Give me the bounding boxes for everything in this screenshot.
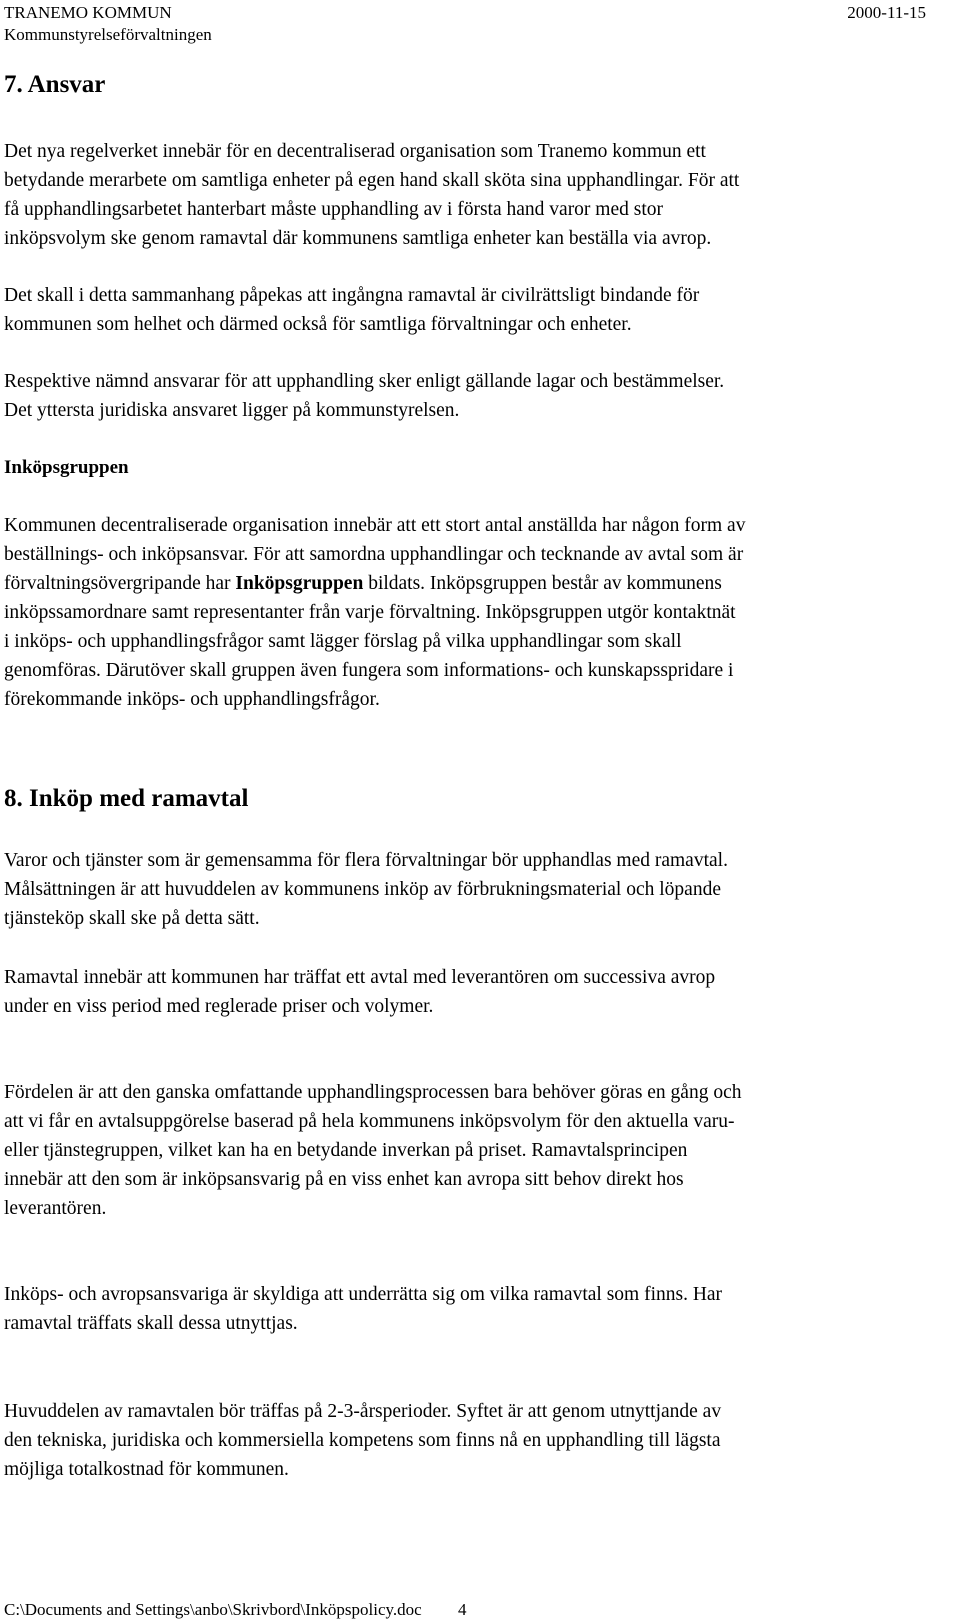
header-date: 2000-11-15 (847, 3, 926, 22)
text-line: att vi får en avtalsuppgörelse baserad på hela kommunens inköpsvolym för den aktuella varu- (4, 1111, 735, 1132)
section-7-paragraph-3 (4, 367, 934, 425)
section-8-paragraph-5 (4, 1397, 934, 1484)
text-line: tjänsteköp skall ske på detta sätt. (4, 908, 260, 929)
section-8-paragraph-4 (4, 1280, 934, 1338)
text-line: ramavtal träffats skall dessa utnyttjas. (4, 1313, 298, 1334)
text-line: Det nya regelverket innebär för en decentraliserad organisation som Tranemo kommun ett (4, 141, 706, 162)
text-line: eller tjänstegruppen, vilket kan ha en betydande inverkan på priset. Ramavtalsprincipen (4, 1140, 688, 1161)
page-number: 4 (458, 1600, 467, 1619)
text-line: i inköps- och upphandlingsfrågor samt lägger förslag på vilka upphandlingar som skall (4, 631, 682, 652)
text-line: Huvuddelen av ramavtalen bör träffas på 2-3-årsperioder. Syftet är att genom utnyttjande av (4, 1401, 722, 1422)
text-line (4, 569, 934, 598)
inkopsgruppen-heading: Inköpsgruppen (4, 457, 129, 478)
section-7-paragraph-2 (4, 281, 934, 339)
bold-term: Inköpsgruppen (235, 573, 364, 594)
text-line: Det skall i detta sammanhang påpekas att ingångna ramavtal är civilrättsligt bindande för (4, 285, 700, 306)
section-8-paragraph-2 (4, 963, 934, 1021)
text-line: få upphandlingsarbetet hanterbart måste upphandling av i första hand varor med stor (4, 199, 664, 220)
text-line: leverantören. (4, 1198, 107, 1219)
text-line: inköpsvolym ske genom ramavtal där kommunens samtliga enheter kan beställa via avrop. (4, 228, 712, 249)
text-line: innebär att den som är inköpsansvarig på en viss enhet kan avropa sitt behov direkt hos (4, 1169, 684, 1190)
text-line: möjliga totalkostnad för kommunen. (4, 1459, 289, 1480)
text-line: Det yttersta juridiska ansvaret ligger på kommunstyrelsen. (4, 400, 460, 421)
section-8-paragraph-1 (4, 846, 934, 933)
header-dept: Kommunstyrelseförvaltningen (4, 25, 212, 44)
text-fragment: bildats. Inköpsgruppen består av kommunens (363, 573, 722, 594)
section-8-paragraph-3 (4, 1078, 934, 1223)
header-org: TRANEMO KOMMUN (4, 3, 172, 22)
footer (4, 1599, 604, 1620)
inkopsgruppen-paragraph (4, 511, 934, 714)
text-line: Inköps- och avropsansvariga är skyldiga att underrätta sig om vilka ramavtal som finns. Har (4, 1284, 723, 1305)
footer-file-path: C:\Documents and Settings\anbo\Skrivbord\Inköpspolicy.doc (4, 1600, 422, 1619)
text-line: Målsättningen är att huvuddelen av kommunens inköp av förbrukningsmaterial och löpande (4, 879, 721, 900)
text-line: betydande merarbete om samtliga enheter på egen hand skall sköta sina upphandlingar. För att (4, 170, 740, 191)
text-line: inköpssamordnare samt representanter från varje förvaltning. Inköpsgruppen utgör kontaktnät (4, 602, 736, 623)
text-line: Fördelen är att den ganska omfattande upphandlingsprocessen bara behöver göras en gång och (4, 1082, 742, 1103)
text-line: under en viss period med reglerade priser och volymer. (4, 996, 434, 1017)
text-line: Respektive nämnd ansvarar för att upphandling sker enligt gällande lagar och bestämmelser. (4, 371, 725, 392)
text-line: Kommunen decentraliserade organisation innebär att ett stort antal anställda har någon form av (4, 515, 746, 536)
text-line: den tekniska, juridiska och kommersiella kompetens som finns nå en upphandling till lägsta (4, 1430, 721, 1451)
section-7-heading: 7. Ansvar (4, 71, 106, 98)
section-7-paragraph-1 (4, 137, 934, 253)
text-line: Ramavtal innebär att kommunen har träffat ett avtal med leverantören om successiva avrop (4, 967, 716, 988)
text-line: beställnings- och inköpsansvar. För att samordna upphandlingar och tecknande av avtal som är (4, 544, 744, 565)
text-fragment: förvaltningsövergripande har (4, 573, 236, 594)
text-line: förekommande inköps- och upphandlingsfrågor. (4, 689, 380, 710)
section-8-heading: 8. Inköp med ramavtal (4, 785, 249, 812)
text-line: genomföras. Därutöver skall gruppen även fungera som informations- och kunskapsspridare i (4, 660, 734, 681)
text-line: kommunen som helhet och därmed också för samtliga förvaltningar och enheter. (4, 314, 632, 335)
text-line: Varor och tjänster som är gemensamma för flera förvaltningar bör upphandlas med ramavtal. (4, 850, 728, 871)
